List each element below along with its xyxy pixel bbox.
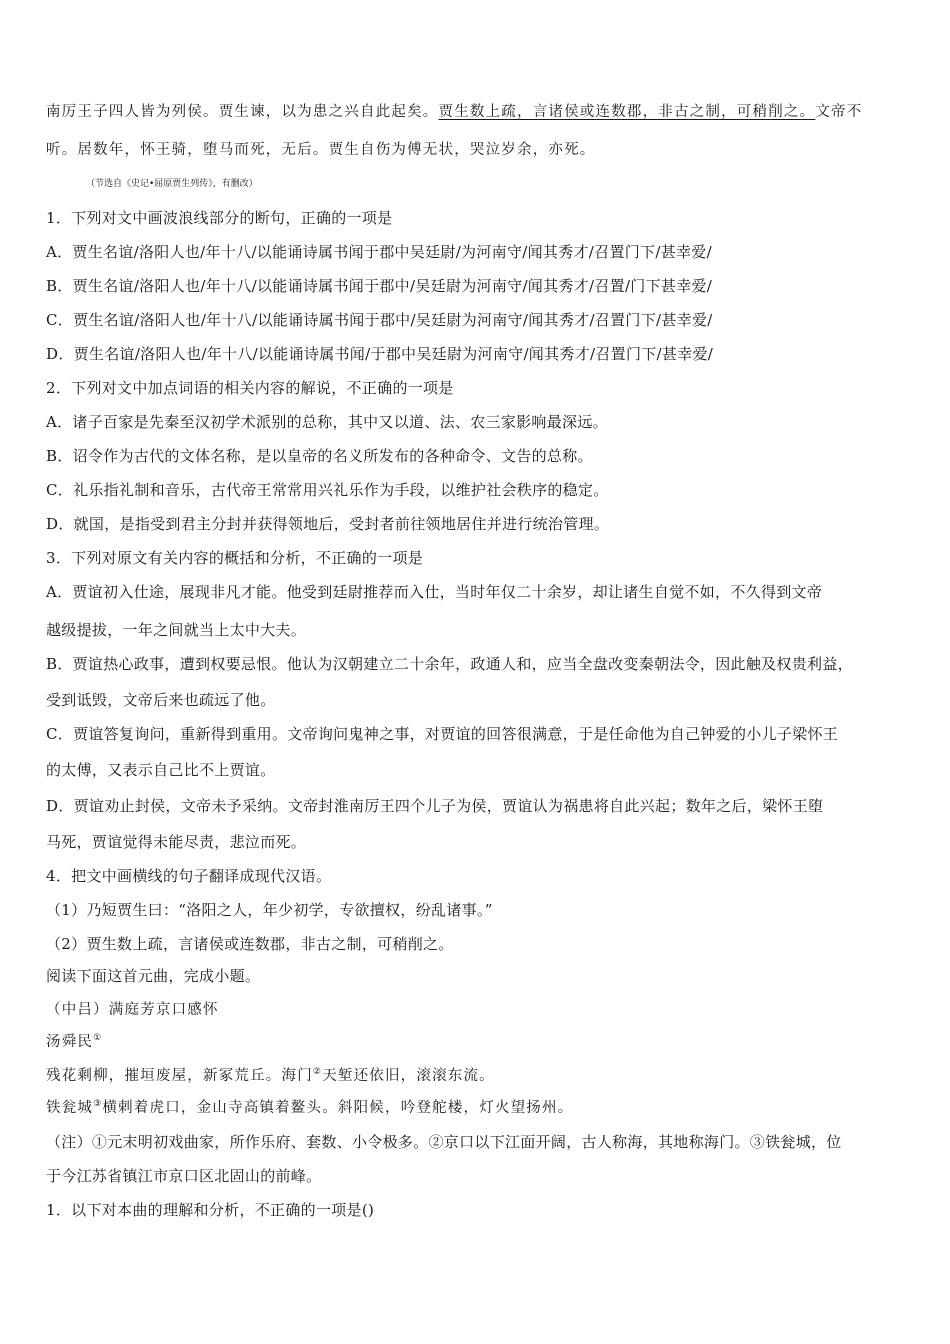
poem-line-1: [46, 1066, 908, 1086]
poem-title: （中吕）满庭芳京口感怀: [46, 1002, 219, 1018]
passage-text: 南厉王子四人皆为列侯。贾生谏，以为患之兴自此起矣。: [46, 104, 439, 120]
poem-text: 横剌着虎口，金山寺高镇着鳌头。斜阳候，吟登舵楼，灯火望扬州。: [102, 1100, 574, 1116]
footnote-marker: ②: [312, 1067, 323, 1077]
question-2-option-c: C．礼乐指礼制和音乐，古代帝王常常用兴礼乐作为手段，以维护社会秩序的稳定。: [46, 481, 609, 499]
question-3-option-d: D．贾谊劝止封侯，文帝未予采纳。文帝封淮南厉王四个儿子为侯，贾谊认为祸患将自此兴起；数年之后，梁怀王堕: [46, 797, 824, 815]
question-3-stem: 3．下列对原文有关内容的概括和分析，不正确的一项是: [46, 549, 424, 567]
question-3-option-d-cont: 马死，贾谊觉得未能尽责，悲泣而死。: [46, 833, 307, 851]
question-1-option-d: D．贾生名谊/洛阳人也/年十八/以能诵诗属书闻/于郡中吴廷尉为河南守/闻其秀才/召置门下/甚幸爱/: [46, 345, 714, 363]
poem-text: 天堑还依旧，滚滚东流。: [322, 1068, 495, 1084]
question-2-option-b: B．诏令作为古代的文体名称，是以皇帝的名义所发布的各种命令、文告的总称。: [46, 447, 593, 465]
passage-line-1: [46, 102, 908, 122]
poem-notes-line-1: （注）①元末明初戏曲家，所作乐府、套数、小令极多。②京口以下江面开阔，古人称海，其地称海门。③铁瓮城，位: [46, 1133, 842, 1151]
poem-intro: 阅读下面这首元曲，完成小题。: [46, 967, 261, 985]
poem-notes-line-2: 于今江苏省镇江市京口区北固山的前峰。: [46, 1167, 322, 1185]
question-1-option-b: B．贾生名谊/洛阳人也/年十八/以能诵诗属书闻于郡中/吴廷尉为河南守/闻其秀才/召置/门下甚幸爱/: [46, 277, 713, 295]
poem-text: 铁瓮城: [46, 1100, 94, 1116]
question-3-option-c: C．贾谊答复询问，重新得到重用。文帝询问鬼神之事，对贾谊的回答很满意，于是任命他为自己钟爱的小儿子梁怀王: [46, 725, 839, 743]
passage-text: 文帝不: [815, 104, 863, 120]
poem-text: 残花剩柳，摧垣废屋，新冢荒丘。海门: [46, 1068, 313, 1084]
question-4-stem: 4．把文中画横线的句子翻译成现代汉语。: [46, 867, 332, 885]
underlined-sentence: 贾生数上疏，言诸侯或连数郡，非古之制，可稍削之。: [438, 104, 816, 120]
passage-line-2: 听。居数年，怀王骑，堕马而死，无后。贾生自伤为傅无状，哭泣岁余，亦死。: [46, 142, 596, 158]
question-2-stem: 2．下列对文中加点词语的相关内容的解说，不正确的一项是: [46, 379, 454, 397]
question-3-option-a: A．贾谊初入仕途，展现非凡才能。他受到廷尉推荐而入仕，当时年仅二十余岁，却让诸生自觉不如，不久得到文帝: [46, 583, 823, 601]
poem-line-2: [46, 1098, 908, 1118]
question-3-option-b-cont: 受到诋毁，文帝后来也疏远了他。: [46, 691, 276, 709]
poem-author: [46, 1032, 908, 1052]
question-2-option-a: A．诸子百家是先秦至汉初学术派别的总称，其中又以道、法、农三家影响最深远。: [46, 413, 608, 431]
footnote-marker: ③: [93, 1099, 103, 1109]
question-1-option-a: A．贾生名谊/洛阳人也/年十八/以能诵诗属书闻于郡中吴廷尉/为河南守/闻其秀才/召置门下/甚幸爱/: [46, 243, 712, 261]
passage-source: （节选自《史记•屈原贾生列传》，有删改）: [86, 179, 258, 189]
question-3-option-c-cont: 的太傅，又表示自己比不上贾谊。: [46, 761, 276, 779]
question-4-item-1: （1）乃短贾生曰：“洛阳之人，年少初学，专欲擅权，纷乱诸事。”: [46, 901, 493, 919]
question-3-option-b: B．贾谊热心政事，遭到权要忌恨。他认为汉朝建立二十余年，政通人和，应当全盘改变秦朝法令，因此触及权贵利益，: [46, 655, 853, 673]
poem-question-1-stem: 1．以下对本曲的理解和分析，不正确的一项是(): [46, 1201, 375, 1219]
footnote-marker: ①: [93, 1033, 103, 1043]
question-1-option-c: C．贾生名谊/洛阳人也/年十八/以能诵诗属书闻于郡中/吴廷尉为河南守/闻其秀才/召置门下/甚幸爱/: [46, 311, 713, 329]
question-1-stem: 1．下列对文中画波浪线部分的断句，正确的一项是: [46, 209, 393, 227]
poem-author-name: 汤舜民: [46, 1034, 94, 1050]
question-4-item-2: （2）贾生数上疏，言诸侯或连数郡，非古之制，可稍削之。: [46, 935, 454, 953]
question-3-option-a-cont: 越级提拔，一年之间就当上太中大夫。: [46, 621, 307, 639]
question-2-option-d: D．就国，是指受到君主分封并获得领地后，受封者前往领地居住并进行统治管理。: [46, 515, 610, 533]
